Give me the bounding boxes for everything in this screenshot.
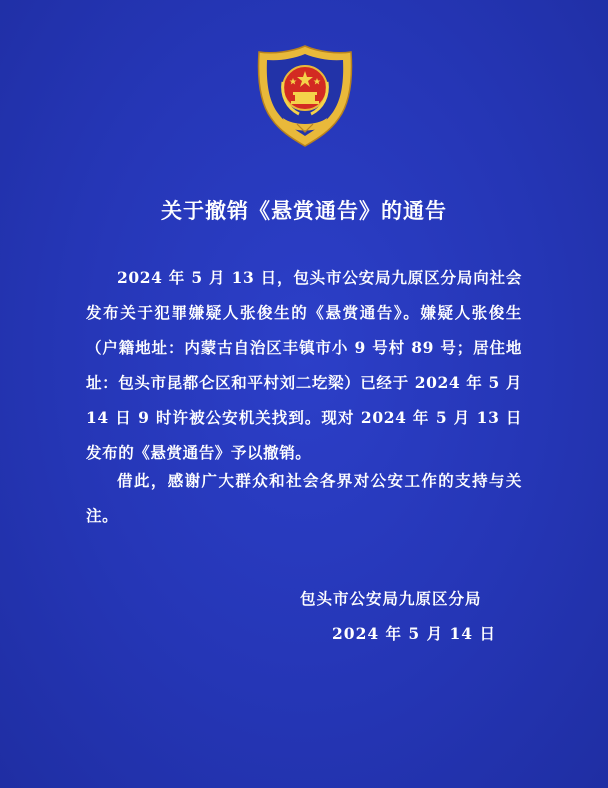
police-emblem-icon (253, 42, 357, 152)
notice-paragraph-2: 借此，感谢广大群众和社会各界对公安工作的支持与关注。 (86, 471, 522, 525)
notice-title: 关于撤销《悬赏通告》的通告 (161, 198, 447, 223)
signature-organization: 包头市公安局九原区分局 (300, 589, 482, 608)
notice-paragraph-1: 2024 年 5 月 13 日，包头市公安局九原区分局向社会发布关于犯罪嫌疑人张俊生的《悬赏通告》。嫌疑人张俊生（户籍地址：内蒙古自治区丰镇市小 9 号村 89 号；居住地址：包头市昆都仑区和平村刘二圪梁）已经于 2024 年 5 月 14 日 9 时许被公安机关找到。现对 2024 年 5 月 13 日发布的《悬赏通告》予以撤销。 (86, 268, 522, 462)
signature-date: 2024 年 5 月 14 日 (332, 624, 496, 643)
